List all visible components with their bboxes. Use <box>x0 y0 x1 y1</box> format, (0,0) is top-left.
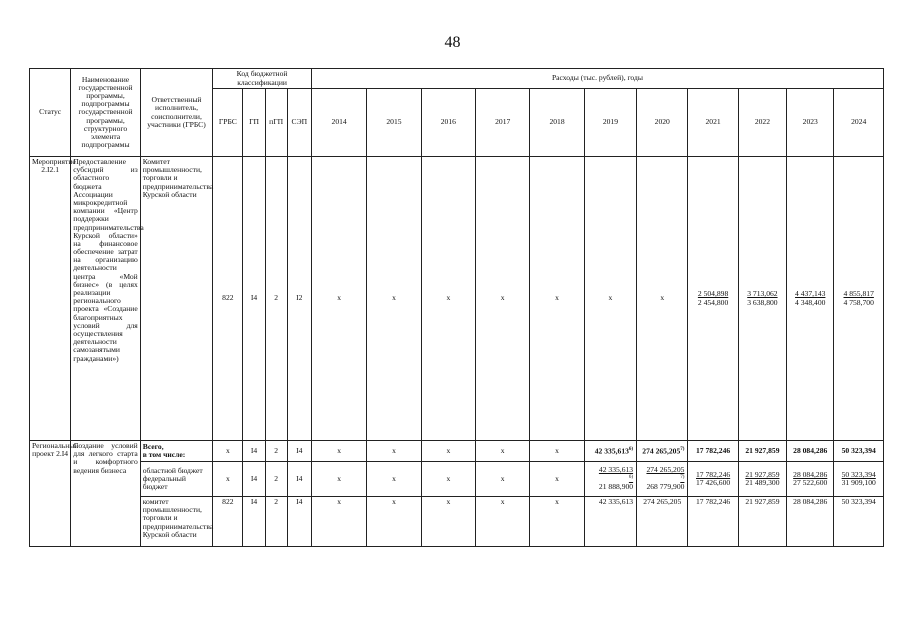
row1-2017: x <box>476 157 530 441</box>
header-year-2023: 2023 <box>787 89 834 157</box>
row1-2024-total: 4 855,817 <box>843 289 874 299</box>
row2-sub2-2024-part: 31 909,100 <box>841 478 876 487</box>
page-number: 48 <box>444 34 461 51</box>
row2-sub3-2024: 50 323,394 <box>834 497 884 547</box>
row2-sub3-2020: 274 265,205 <box>637 497 688 547</box>
row1-name: Предоставление субсидий из областного бюджета Ассоциации микрокредитной компании «Центр поддержки предпринимательства Курской области» на финансовое обеспечение затрат на организацию деятельности центра «Мой бизнес» (в целях реализации регионального проекта «Создание благоприятных условий для осуществления деятельности самозанятыми гражданами») <box>71 157 140 441</box>
row2-sub3-code-pgp: 2 <box>265 497 287 547</box>
row2-sub2-executor <box>140 462 212 497</box>
row2-sub2-2024 <box>834 462 884 497</box>
row2-sub3-2017: x <box>476 497 530 547</box>
row2-sub1-code-pgp: 2 <box>265 441 287 462</box>
row2-sub2-2020 <box>637 462 688 497</box>
row2-sub3-code-gp: I4 <box>243 497 265 547</box>
row2-sub1-executor-a: Всего, <box>142 441 164 451</box>
row2-sub3-2023: 28 084,286 <box>787 497 834 547</box>
row2-sub3-2015: x <box>367 497 421 547</box>
row1-status: Мероприятие 2.I2.1 <box>30 157 71 441</box>
row1-2020: x <box>637 157 688 441</box>
budget-table <box>29 68 884 547</box>
row1-2024 <box>834 157 884 441</box>
row2-sub1-2018: x <box>530 441 584 462</box>
header-code-gp: ГП <box>243 89 265 157</box>
row2-sub1-code-sep: I4 <box>287 441 311 462</box>
row2-sub2-2022-total: 21 927,859 <box>745 469 780 479</box>
row2-sub2-code-pgp: 2 <box>265 462 287 497</box>
footnote-7: 7) <box>680 474 685 480</box>
row2-sub1-2016: x <box>421 441 475 462</box>
row2-sub1-executor <box>140 441 212 462</box>
header-code-pgp: пГП <box>265 89 287 157</box>
row2-sub2-2023-part: 27 522,600 <box>793 478 828 487</box>
header-year-2015: 2015 <box>367 89 421 157</box>
row2-sub1-2019 <box>584 441 636 462</box>
row2-sub2-2019 <box>584 462 636 497</box>
header-code-sep: СЭП <box>287 89 311 157</box>
header-year-2024: 2024 <box>834 89 884 157</box>
header-status: Статус <box>30 69 71 157</box>
row2-sub2-2019-part: 21 888,900 <box>598 482 634 492</box>
footnote-6: 6) <box>628 446 634 452</box>
row1-2023 <box>787 157 834 441</box>
row1-2015: x <box>367 157 421 441</box>
row1-2021-total: 2 504,898 <box>697 289 729 299</box>
row2-sub2-2019-total-value: 42 335,613 <box>598 465 634 475</box>
row2-sub1-code-grbs: x <box>213 441 243 462</box>
row1-2022-part: 3 638,800 <box>747 297 778 307</box>
table-row <box>30 157 884 441</box>
row2-sub2-2023-total: 28 084,286 <box>793 469 828 479</box>
header-name: Наименование государственной программы, подпрограммы государственной программы, структурного элемента подпрограммы <box>71 69 140 157</box>
header-year-2021: 2021 <box>688 89 738 157</box>
header-year-2017: 2017 <box>476 89 530 157</box>
header-year-2022: 2022 <box>738 89 786 157</box>
row1-2019: x <box>584 157 636 441</box>
row2-sub3-executor: комитет промышленности, торговли и предпринимательства Курской области <box>140 497 212 547</box>
row2-sub2-code-gp: I4 <box>243 462 265 497</box>
row2-name: Создание условий для легкого старта и комфортного ведения бизнеса <box>71 441 140 547</box>
row1-2021 <box>688 157 738 441</box>
row1-2024-part: 4 758,700 <box>843 297 874 307</box>
row2-sub2-2021 <box>688 462 738 497</box>
header-row-1 <box>30 69 884 89</box>
row2-sub2-2021-total: 17 782,246 <box>696 469 731 479</box>
row1-2021-part: 2 454,800 <box>697 297 729 307</box>
row2-sub2-2020-part: 268 779,900 <box>646 482 685 492</box>
row2-sub1-2014: x <box>311 441 366 462</box>
row2-sub2-executor-a: областной бюджет <box>142 465 203 475</box>
row1-2023-total: 4 437,143 <box>795 289 826 299</box>
row1-2014: x <box>311 157 366 441</box>
row2-sub2-2020-total-value: 274 265,205 <box>646 465 685 475</box>
row2-sub2-2016: x <box>421 462 475 497</box>
row2-sub1-2024: 50 323,394 <box>834 441 884 462</box>
row2-sub1-executor-b: в том числе: <box>142 450 186 459</box>
row1-2016: x <box>421 157 475 441</box>
row2-sub1-2020 <box>637 441 688 462</box>
row2-sub3-code-sep: I4 <box>287 497 311 547</box>
row2-sub2-2024-total: 50 323,394 <box>841 469 876 479</box>
header-year-2016: 2016 <box>421 89 475 157</box>
row2-sub2-2019-total <box>587 466 633 483</box>
row2-sub2-2022 <box>738 462 786 497</box>
row1-code-gp: I4 <box>243 157 265 441</box>
row1-2023-part: 4 348,400 <box>795 297 826 307</box>
row2-sub2-code-sep: I4 <box>287 462 311 497</box>
row2-sub1-2023: 28 084,286 <box>787 441 834 462</box>
row1-code-grbs: 822 <box>213 157 243 441</box>
header-year-2014: 2014 <box>311 89 366 157</box>
row2-sub2-2020-total <box>639 466 684 483</box>
row2-sub2-2021-part: 17 426,600 <box>696 478 731 487</box>
row2-sub1-2020-value: 274 265,205 <box>642 446 681 456</box>
row2-sub2-2015: x <box>367 462 421 497</box>
header-executor: Ответственный исполнитель, соисполнители, участники (ГРБС) <box>140 69 212 157</box>
row2-sub3-2014: x <box>311 497 366 547</box>
header-year-2018: 2018 <box>530 89 584 157</box>
row2-sub1-code-gp: I4 <box>243 441 265 462</box>
row2-sub2-2017: x <box>476 462 530 497</box>
row2-sub2-code-grbs: x <box>213 462 243 497</box>
row2-sub3-2021: 17 782,246 <box>688 497 738 547</box>
header-year-2020: 2020 <box>637 89 688 157</box>
table-row <box>30 462 884 497</box>
row1-2022 <box>738 157 786 441</box>
header-code-grbs: ГРБС <box>213 89 243 157</box>
header-budget-code: Код бюджетной классификации <box>213 69 312 89</box>
row2-sub1-2021: 17 782,246 <box>688 441 738 462</box>
header-year-2019: 2019 <box>584 89 636 157</box>
row1-code-sep: I2 <box>287 157 311 441</box>
row2-sub1-2019-value: 42 335,613 <box>594 446 629 456</box>
footnote-7: 7) <box>680 446 685 452</box>
row2-sub3-2022: 21 927,859 <box>738 497 786 547</box>
row1-code-pgp: 2 <box>265 157 287 441</box>
row2-sub3-2019: 42 335,613 <box>584 497 636 547</box>
row2-sub2-2023 <box>787 462 834 497</box>
footnote-6: 6) <box>628 474 634 480</box>
row2-status: Региональный проект 2.I4 <box>30 441 71 547</box>
row1-2022-total: 3 713,062 <box>747 289 778 299</box>
row2-sub2-executor-b: федеральный бюджет <box>142 473 186 492</box>
row2-sub2-2014: x <box>311 462 366 497</box>
row2-sub1-2015: x <box>367 441 421 462</box>
table-row <box>30 497 884 547</box>
row2-sub3-2016: x <box>421 497 475 547</box>
row2-sub1-2022: 21 927,859 <box>738 441 786 462</box>
table-row <box>30 441 884 462</box>
row2-sub2-2022-part: 21 489,300 <box>745 478 780 487</box>
row2-sub1-2017: x <box>476 441 530 462</box>
row2-sub2-2018: x <box>530 462 584 497</box>
row2-sub3-code-grbs: 822 <box>213 497 243 547</box>
header-expenses: Расходы (тыс. рублей), годы <box>311 69 883 89</box>
row1-executor: Комитет промышленности, торговли и предпринимательства Курской области <box>140 157 212 441</box>
row2-sub3-2018: x <box>530 497 584 547</box>
row1-2018: x <box>530 157 584 441</box>
